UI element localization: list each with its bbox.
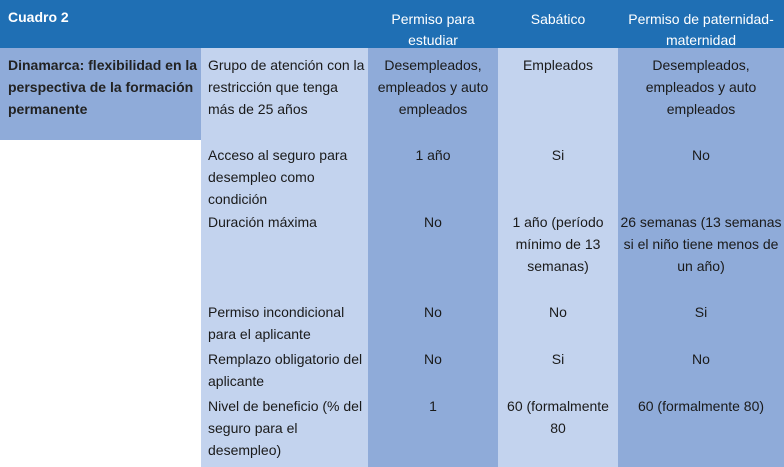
cell-paternidad-incondicional: Si [694, 304, 708, 320]
cell-paternidad-duracion: 26 semanas (13 semanas si el niño tiene menos de un año) [620, 214, 782, 274]
cell-estudiar-incondicional: No [424, 304, 442, 320]
cell-sabatico-acceso: Si [551, 147, 565, 163]
cell-estudiar-remplazo: No [424, 351, 442, 367]
column-header-sabatico: Sabático [530, 11, 586, 27]
cell-estudiar-grupo: Desempleados, empleados y auto empleados [377, 57, 489, 117]
table-title: Cuadro 2 [8, 9, 69, 25]
cell-sabatico-grupo: Empleados [522, 57, 594, 73]
criterion-acceso-seguro: Acceso al seguro para desempleo como condición [208, 147, 348, 207]
criterion-nivel-beneficio: Nivel de beneficio (% del seguro para el desempleo) [208, 398, 363, 458]
cell-paternidad-remplazo: No [692, 351, 710, 367]
cell-sabatico-duracion: 1 año (período mínimo de 13 semanas) [512, 214, 604, 274]
cell-estudiar-acceso: 1 año [415, 147, 451, 163]
row-header [0, 48, 201, 140]
cell-estudiar-beneficio: 1 [429, 398, 437, 414]
criterion-duracion: Duración máxima [208, 214, 317, 230]
criterion-grupo-atencion: Grupo de atención con la restricción que tenga más de 25 años [208, 57, 365, 117]
criterion-permiso-incondicional: Permiso incondicional para el aplicante [208, 304, 345, 342]
cell-sabatico-incondicional: No [549, 304, 567, 320]
cell-sabatico-remplazo: Si [551, 351, 565, 367]
column-header-permiso-estudiar: Permiso para estudiar [391, 11, 475, 48]
row-header-label: Dinamarca: flexibilidad en la perspectiva de la formación permanente [8, 57, 198, 117]
cell-paternidad-beneficio: 60 (formalmente 80) [637, 398, 765, 414]
cell-paternidad-acceso: No [692, 147, 710, 163]
table-header [0, 0, 784, 48]
cell-estudiar-duracion: No [424, 214, 442, 230]
column-header-paternidad: Permiso de paternidad-maternidad [628, 11, 774, 48]
cell-sabatico-beneficio: 60 (formalmente 80 [507, 398, 609, 436]
cell-paternidad-grupo: Desempleados, empleados y auto empleados [645, 57, 757, 117]
criterion-remplazo: Remplazo obligatorio del aplicante [208, 351, 363, 389]
